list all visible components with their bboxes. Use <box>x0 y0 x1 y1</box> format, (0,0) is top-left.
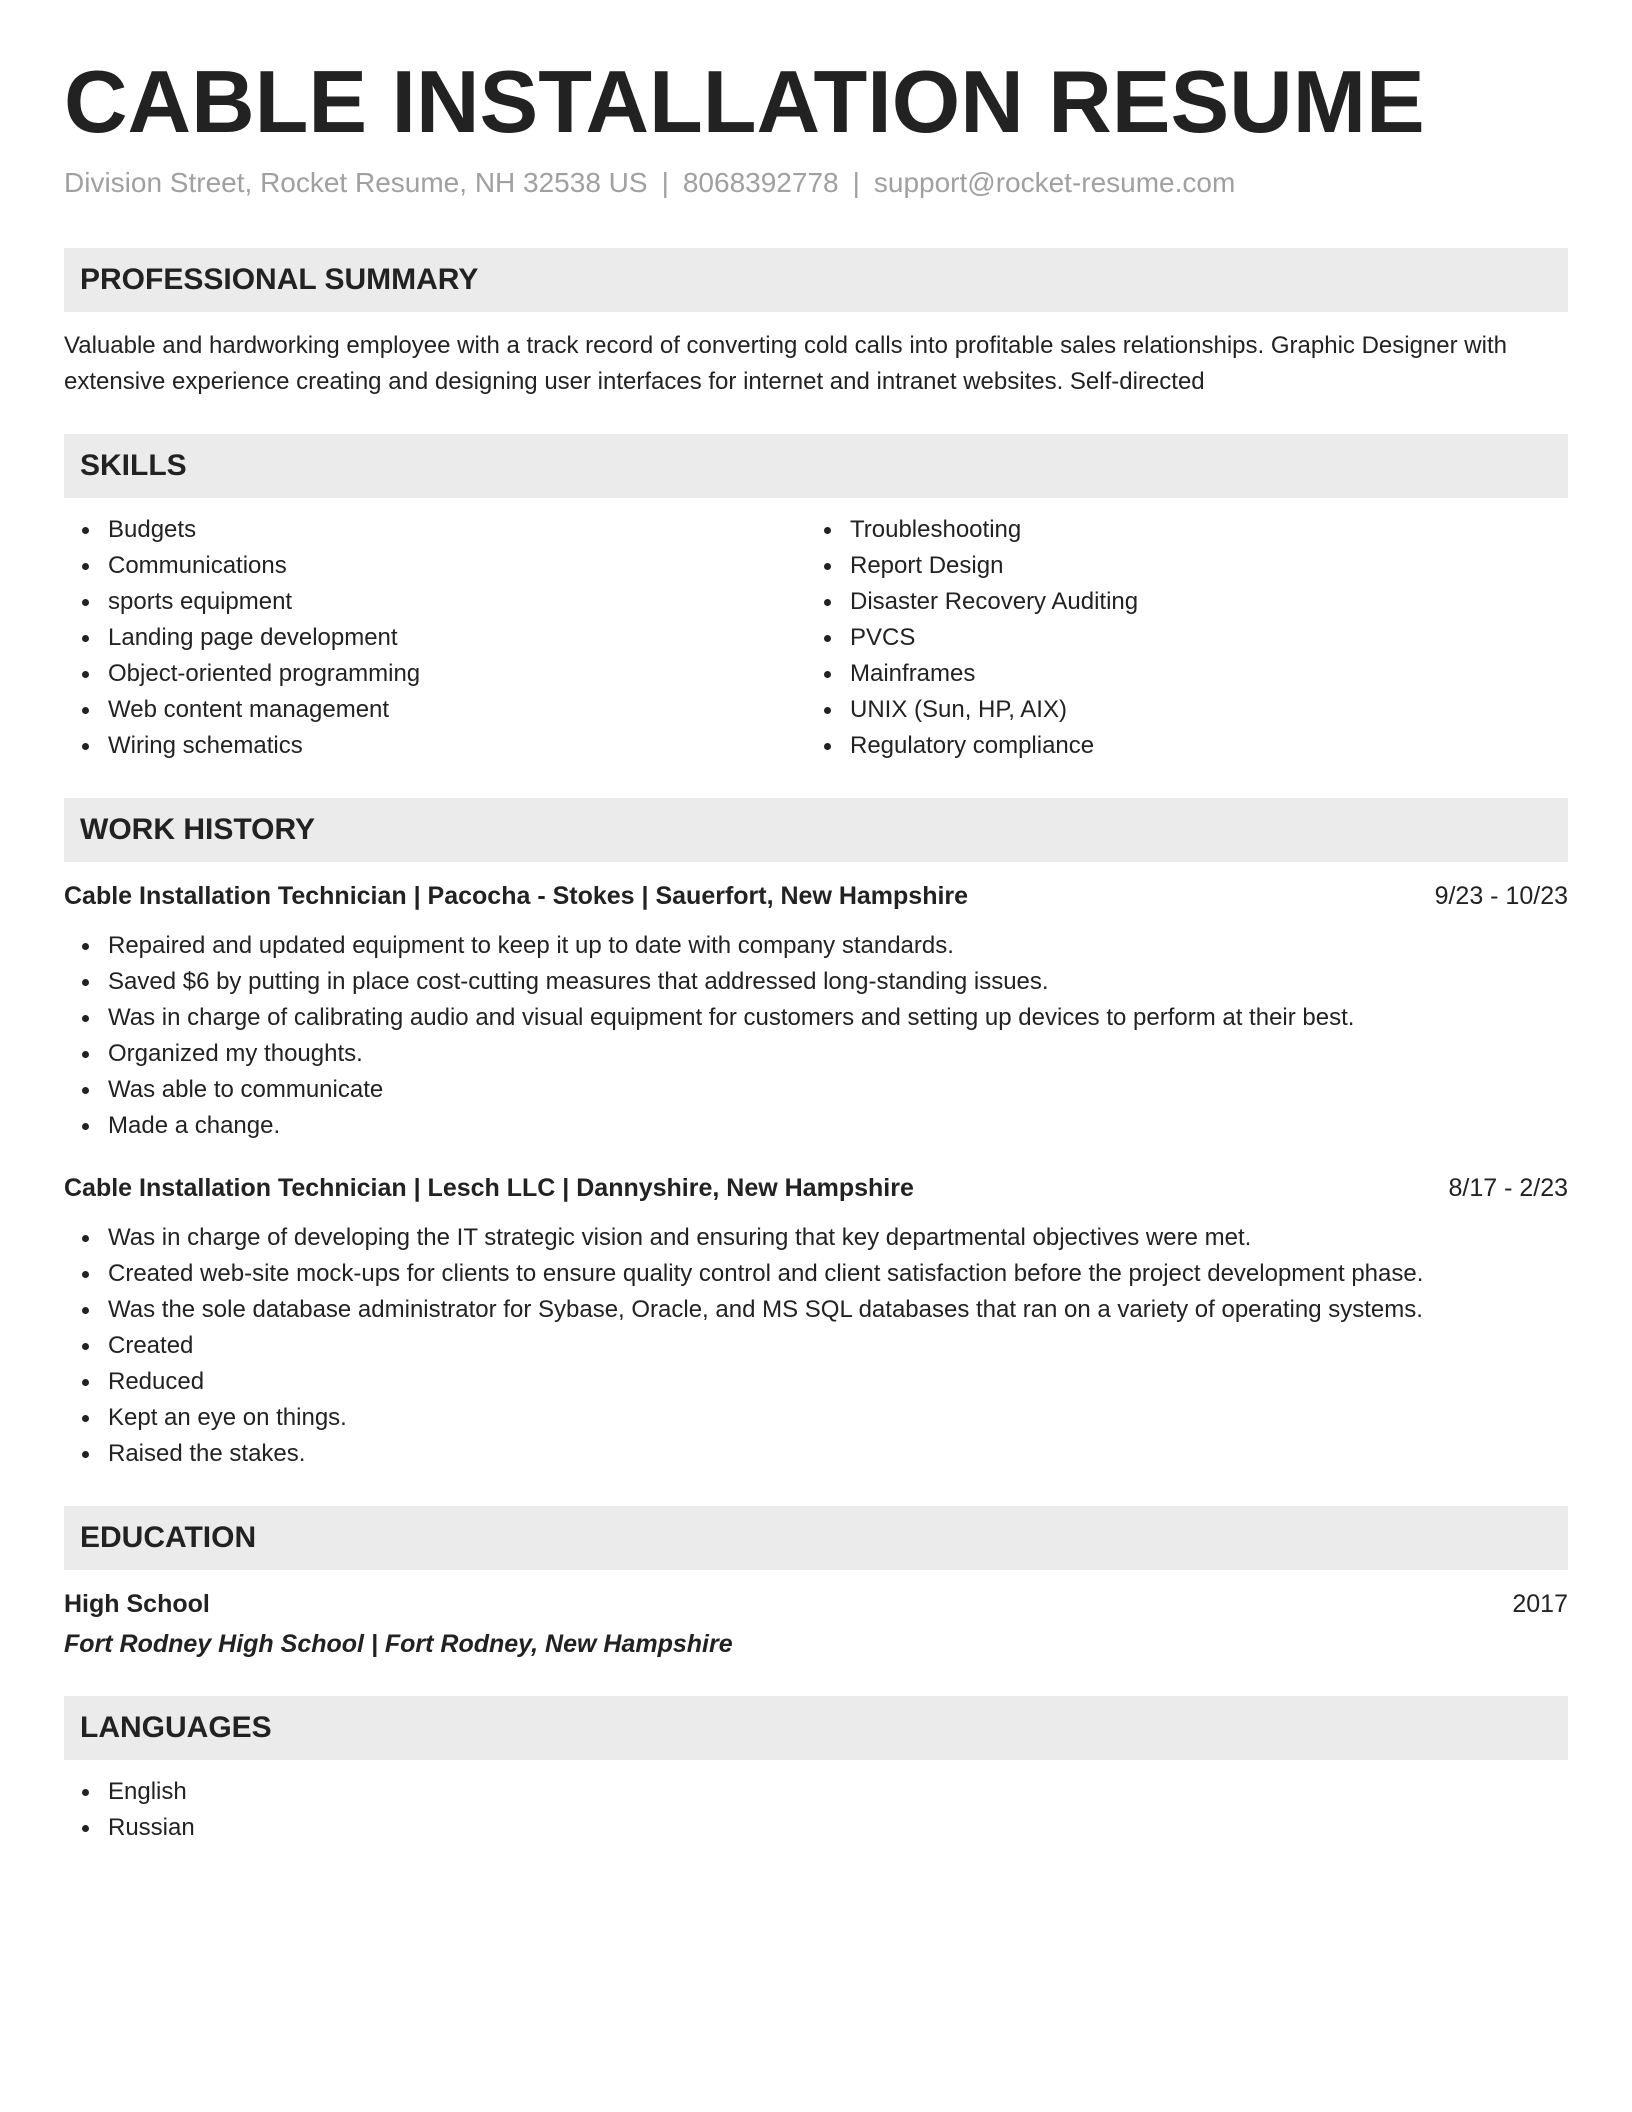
section-header-languages: LANGUAGES <box>64 1696 1568 1760</box>
resume-title: CABLE INSTALLATION RESUME <box>64 52 1425 151</box>
education-degree: High School <box>64 1589 210 1618</box>
skill-item: Landing page development <box>64 620 806 656</box>
job-bullet: Reduced <box>64 1364 1568 1400</box>
summary-text: Valuable and hardworking employee with a track record of converting cold calls into profitable sales relationships. Graphic Designer with extensive experience creating and designing user interfaces for internet and intranet websites. Self-directed <box>64 331 1507 395</box>
job-bullets <box>64 1220 1568 1472</box>
skill-item: sports equipment <box>64 584 806 620</box>
job-bullet: Created <box>64 1328 1568 1364</box>
job-dates: 8/17 - 2/23 <box>1448 1173 1568 1202</box>
skills-column-right <box>806 512 1548 764</box>
language-item: English <box>64 1774 1568 1810</box>
skills-list <box>64 512 1568 764</box>
job-bullet: Made a change. <box>64 1108 1568 1144</box>
job-title: Cable Installation Technician | Lesch LLC | Dannyshire, New Hampshire <box>64 1173 914 1202</box>
job-bullet: Saved $6 by putting in place cost-cutting measures that addressed long-standing issues. <box>64 964 1568 1000</box>
skill-item: Disaster Recovery Auditing <box>806 584 1548 620</box>
skill-item: Wiring schematics <box>64 728 806 764</box>
education-header <box>64 1586 1568 1622</box>
education-school: Fort Rodney High School | Fort Rodney, New Hampshire <box>64 1629 733 1658</box>
job-bullets <box>64 928 1568 1144</box>
contact-email: support@rocket-resume.com <box>873 167 1236 199</box>
job-bullet: Created web-site mock-ups for clients to ensure quality control and client satisfaction before the project development phase. <box>64 1256 1568 1292</box>
job-bullet: Was able to communicate <box>64 1072 1568 1108</box>
job-entry <box>64 878 1568 1144</box>
skill-item: PVCS <box>806 620 1548 656</box>
skill-item: Regulatory compliance <box>806 728 1548 764</box>
skill-item: UNIX (Sun, HP, AIX) <box>806 692 1548 728</box>
language-item: Russian <box>64 1810 1568 1846</box>
skill-item: Budgets <box>64 512 806 548</box>
contact-line <box>64 166 1568 200</box>
skill-item: Mainframes <box>806 656 1548 692</box>
skill-item: Troubleshooting <box>806 512 1548 548</box>
education-year: 2017 <box>1512 1589 1568 1618</box>
contact-separator: | <box>852 167 860 199</box>
job-bullet: Raised the stakes. <box>64 1436 1568 1472</box>
job-bullet: Kept an eye on things. <box>64 1400 1568 1436</box>
skill-item: Object-oriented programming <box>64 656 806 692</box>
job-header <box>64 1170 1568 1206</box>
contact-address: Division Street, Rocket Resume, NH 32538 US <box>64 167 648 199</box>
skills-column-left <box>64 512 806 764</box>
job-bullet: Was in charge of calibrating audio and visual equipment for customers and setting up devices to perform at their best. <box>64 1000 1568 1036</box>
languages-list <box>64 1774 1568 1846</box>
job-bullet: Repaired and updated equipment to keep it up to date with company standards. <box>64 928 1568 964</box>
section-header-education: EDUCATION <box>64 1506 1568 1570</box>
job-bullet: Was the sole database administrator for Sybase, Oracle, and MS SQL databases that ran on a variety of operating systems. <box>64 1292 1568 1328</box>
job-bullet: Was in charge of developing the IT strategic vision and ensuring that key departmental objectives were met. <box>64 1220 1568 1256</box>
skill-item: Communications <box>64 548 806 584</box>
section-header-work-history: WORK HISTORY <box>64 798 1568 862</box>
job-bullet: Organized my thoughts. <box>64 1036 1568 1072</box>
job-entry <box>64 1170 1568 1472</box>
contact-phone: 8068392778 <box>682 167 839 199</box>
job-title: Cable Installation Technician | Pacocha - Stokes | Sauerfort, New Hampshire <box>64 881 969 910</box>
contact-separator: | <box>661 167 669 199</box>
job-header <box>64 878 1568 914</box>
skill-item: Report Design <box>806 548 1548 584</box>
skill-item: Web content management <box>64 692 806 728</box>
section-header-skills: SKILLS <box>64 434 1568 498</box>
section-header-summary: PROFESSIONAL SUMMARY <box>64 248 1568 312</box>
job-dates: 9/23 - 10/23 <box>1434 881 1568 910</box>
